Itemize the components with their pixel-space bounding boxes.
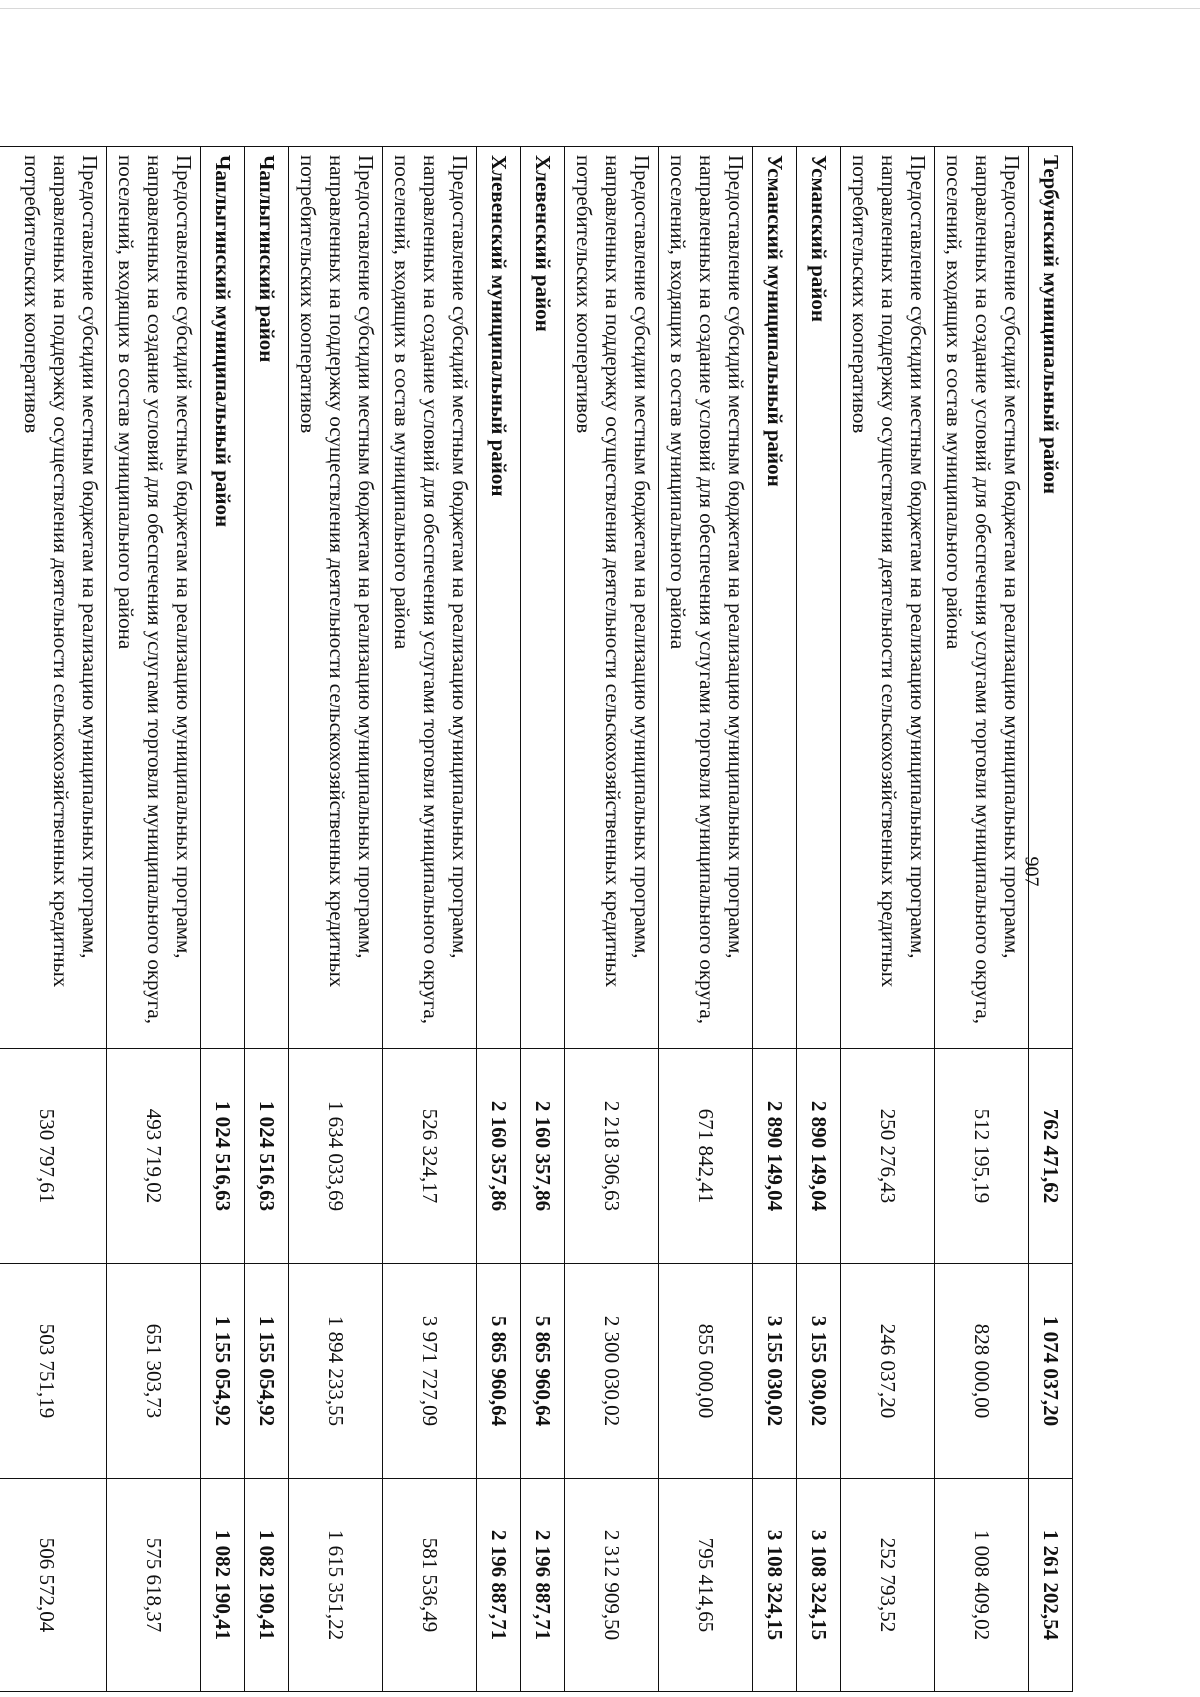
table-body <box>0 147 1073 1692</box>
table-row-district <box>477 147 521 1692</box>
row-name-cell: Чаплыгинский район <box>245 147 289 1049</box>
table-row <box>659 147 753 1692</box>
table-row <box>841 147 935 1692</box>
row-value-2-cell: 2 300 030,02 <box>565 1264 659 1479</box>
row-value-2-cell: 1 894 233,55 <box>289 1264 383 1479</box>
row-name-cell: Усманский район <box>797 147 841 1049</box>
row-value-1-cell: 1 634 033,69 <box>289 1049 383 1264</box>
row-value-2-cell: 1 155 054,92 <box>201 1264 245 1479</box>
row-name-cell: Хлевенский муниципальный район <box>477 147 521 1049</box>
table-row-district <box>1029 147 1073 1692</box>
row-value-2-cell: 3 971 727,09 <box>383 1264 477 1479</box>
budget-table-container <box>20 146 1073 1691</box>
row-value-1-cell: 671 842,41 <box>659 1049 753 1264</box>
row-value-1-cell: 2 160 357,86 <box>477 1049 521 1264</box>
row-value-3-cell: 2 196 887,71 <box>477 1479 521 1692</box>
row-name-cell: Предоставление субсидии местным бюджетам на реализацию муниципальных программ, направленных на поддержку осуществления деятельности сельскохозяйственных кредитных потребительских кооперативов <box>565 147 659 1049</box>
row-value-2-cell: 1 155 054,92 <box>245 1264 289 1479</box>
row-value-1-cell: 2 160 357,86 <box>521 1049 565 1264</box>
row-value-3-cell: 506 572,04 <box>0 1479 107 1692</box>
row-value-3-cell: 1 008 409,02 <box>935 1479 1029 1692</box>
table-row <box>0 147 107 1692</box>
table-row-district <box>201 147 245 1692</box>
row-name-cell: Предоставление субсидий местным бюджетам на реализацию муниципальных программ, направленных на создание условий для обеспечения услугами торговли муниципального округа, поселений, входящих в состав муниципального района <box>659 147 753 1049</box>
row-name-cell: Предоставление субсидий местным бюджетам на реализацию муниципальных программ, направленных на создание условий для обеспечения услугами торговли муниципального округа, поселений, входящих в состав муниципального района <box>107 147 201 1049</box>
row-value-1-cell: 762 471,62 <box>1029 1049 1073 1264</box>
row-value-1-cell: 526 324,17 <box>383 1049 477 1264</box>
row-value-1-cell: 1 024 516,63 <box>245 1049 289 1264</box>
table-row <box>935 147 1029 1692</box>
row-value-1-cell: 530 797,61 <box>0 1049 107 1264</box>
row-name-cell: Предоставление субсидии местным бюджетам на реализацию муниципальных программ, направленных на поддержку осуществления деятельности сельскохозяйственных кредитных потребительских кооперативов <box>841 147 935 1049</box>
row-value-3-cell: 3 108 324,15 <box>797 1479 841 1692</box>
table-row <box>107 147 201 1692</box>
row-value-3-cell: 2 312 909,50 <box>565 1479 659 1692</box>
row-value-3-cell: 581 536,49 <box>383 1479 477 1692</box>
row-value-3-cell: 575 618,37 <box>107 1479 201 1692</box>
table-row-district <box>753 147 797 1692</box>
table-row-district <box>521 147 565 1692</box>
row-value-2-cell: 5 865 960,64 <box>521 1264 565 1479</box>
row-value-2-cell: 3 155 030,02 <box>797 1264 841 1479</box>
row-value-2-cell: 1 074 037,20 <box>1029 1264 1073 1479</box>
row-name-cell: Хлевенский район <box>521 147 565 1049</box>
row-value-1-cell: 2 890 149,04 <box>797 1049 841 1264</box>
row-name-cell: Усманский муниципальный район <box>753 147 797 1049</box>
row-value-3-cell: 1 261 202,54 <box>1029 1479 1073 1692</box>
row-value-3-cell: 795 414,65 <box>659 1479 753 1692</box>
row-name-cell: Предоставление субсидии местным бюджетам на реализацию муниципальных программ, направленных на поддержку осуществления деятельности сельскохозяйственных кредитных потребительских кооперативов <box>289 147 383 1049</box>
table-row <box>565 147 659 1692</box>
row-name-cell: Чаплыгинский муниципальный район <box>201 147 245 1049</box>
row-value-2-cell: 855 000,00 <box>659 1264 753 1479</box>
row-value-3-cell: 2 196 887,71 <box>521 1479 565 1692</box>
row-name-cell: Предоставление субсидий местным бюджетам на реализацию муниципальных программ, направленных на создание условий для обеспечения услугами торговли муниципального округа, поселений, входящих в состав муниципального района <box>383 147 477 1049</box>
row-value-3-cell: 3 108 324,15 <box>753 1479 797 1692</box>
scan-edge-line <box>0 8 1200 9</box>
row-value-3-cell: 1 082 190,41 <box>245 1479 289 1692</box>
row-value-1-cell: 2 890 149,04 <box>753 1049 797 1264</box>
page-number: 907 <box>1020 856 1043 887</box>
row-value-3-cell: 252 793,52 <box>841 1479 935 1692</box>
row-value-2-cell: 3 155 030,02 <box>753 1264 797 1479</box>
row-value-2-cell: 5 865 960,64 <box>477 1264 521 1479</box>
row-name-cell: Предоставление субсидии местным бюджетам на реализацию муниципальных программ, направленных на поддержку осуществления деятельности сельскохозяйственных кредитных потребительских кооперативов <box>0 147 107 1049</box>
row-value-2-cell: 503 751,19 <box>0 1264 107 1479</box>
table-row-district <box>245 147 289 1692</box>
row-value-1-cell: 1 024 516,63 <box>201 1049 245 1264</box>
budget-table <box>0 146 1073 1692</box>
row-value-3-cell: 1 082 190,41 <box>201 1479 245 1692</box>
table-row <box>383 147 477 1692</box>
row-value-2-cell: 246 037,20 <box>841 1264 935 1479</box>
row-name-cell: Тербунский муниципальный район <box>1029 147 1073 1049</box>
row-value-1-cell: 2 218 306,63 <box>565 1049 659 1264</box>
row-value-1-cell: 512 195,19 <box>935 1049 1029 1264</box>
row-value-1-cell: 250 276,43 <box>841 1049 935 1264</box>
row-name-cell: Предоставление субсидий местным бюджетам на реализацию муниципальных программ, направленных на создание условий для обеспечения услугами торговли муниципального округа, поселений, входящих в состав муниципального района <box>935 147 1029 1049</box>
table-row <box>289 147 383 1692</box>
row-value-2-cell: 828 000,00 <box>935 1264 1029 1479</box>
row-value-3-cell: 1 615 351,22 <box>289 1479 383 1692</box>
row-value-1-cell: 493 719,02 <box>107 1049 201 1264</box>
row-value-2-cell: 651 303,73 <box>107 1264 201 1479</box>
table-row-district <box>797 147 841 1692</box>
